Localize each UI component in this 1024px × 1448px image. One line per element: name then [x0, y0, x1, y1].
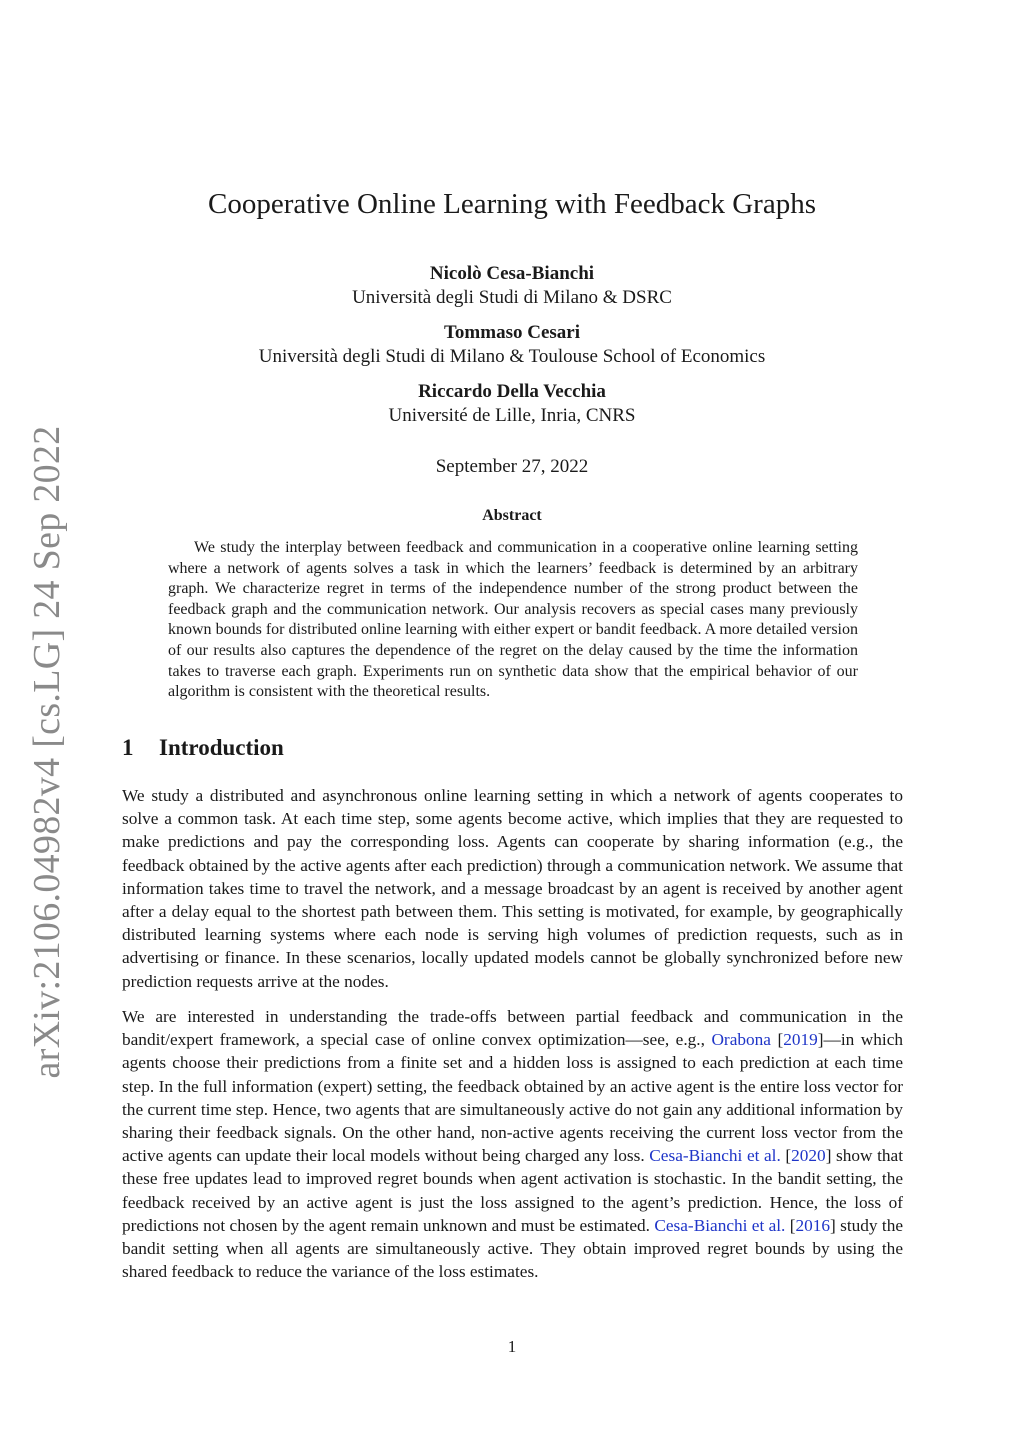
author-name: Nicolò Cesa-Bianchi	[429, 263, 595, 284]
section-number: 1	[122, 735, 134, 760]
citation-link-cesa-bianchi[interactable]: Cesa-Bianchi et al.	[649, 1146, 781, 1166]
author-affiliation: Università degli Studi di Milano & Toulouse School of Economics	[258, 346, 766, 367]
author-name: Riccardo Della Vecchia	[418, 381, 606, 402]
intro-paragraph-1: We study a distributed and asynchronous online learning setting in which a network of agents cooperates to solve a common task. At each time step, some agents become active, which implies that they are requested to make predictions and pay the corresponding loss. Agents can cooperate by sharing information (e.g., the feedback obtained by the active agents after each prediction) through a communication network. We assume that information takes time to travel the network, and a message broadcast by an agent is received by another agent after a delay equal to the shortest path between them. This setting is motivated, for example, by geographically distributed learning systems where each node is serving high volumes of prediction requests, such as in advertising or finance. In these scenarios, locally updated models cannot be globally synchronized before new prediction requests arrive at the nodes.	[122, 786, 903, 991]
paper-title: Cooperative Online Learning with Feedback Graphs	[207, 188, 816, 220]
section-heading	[122, 735, 284, 761]
citation-link-orabona[interactable]: Orabona	[711, 1030, 771, 1050]
citation-year-link[interactable]: 2020	[791, 1146, 826, 1166]
author-entry	[0, 262, 1024, 310]
author-entry	[0, 321, 1024, 369]
author-affiliation: Université de Lille, Inria, CNRS	[388, 405, 636, 426]
paragraph-text: show that these free updates lead to improved regret bounds when agent activation is stochastic. In the bandit setting, the feedback received by an active agent is just the loss assigned to the agent’s prediction. Hence, the loss of predictions not chosen by the agent remain unknown and must be estimated.	[122, 1146, 904, 1235]
citation-year-link[interactable]: 2016	[795, 1215, 831, 1235]
paragraph-text: study the bandit setting when all agents are simultaneously active. They obtain improved regret bounds by using the shared feedback to reduce the variance of the loss estimates.	[122, 1215, 904, 1282]
author-block	[0, 262, 1024, 439]
intro-paragraph-2: We are interested in understanding the trade-offs between partial feedback and communication in the bandit/expert framework, a special case of online convex optimization—see, e.g., Orabona [2019]—in which agents choose their predictions from a finite set and a hidden loss is assigned to each prediction at each time step. In the full information (expert) setting, the feedback obtained by an active agent is the entire loss vector for the current time step. Hence, two agents that are simultaneously active do not gain any additional information by sharing their feedback signals. On the other hand, non-active agents receiving the current loss vector from the active agents can update their local models without being charged any loss. Cesa-Bianchi et al. [2020] show that these free updates lead to improved regret bounds when agent activation is stochastic. In the bandit setting, the feedback received by an active agent is just the loss assigned to the agent’s prediction. Hence, the loss of predictions not chosen by the agent remain unknown and must be estimated. Cesa-Bianchi et al. [2016] study the bandit setting when all agents are simultaneously active. They obtain improved regret bounds by using the shared feedback to reduce the variance of the loss estimates.	[122, 1007, 904, 1282]
paragraph-text: —in which agents choose their predictions from a finite set and a hidden loss is assigned to each prediction at each time step. In the full information (expert) setting, the feedback obtained by an active agent is the entire loss vector for the current time step. Hence, two agents that are simultaneously active do not gain any additional information by sharing their feedback signals. On the other hand, non-active agents receiving the current loss vector from the active agents can update their local models without being charged any loss.	[122, 1030, 904, 1166]
author-affiliation: Università degli Studi di Milano & DSRC	[352, 287, 672, 308]
citation-year-link[interactable]: 2019	[783, 1030, 818, 1050]
citation-link-cesa-bianchi[interactable]: Cesa-Bianchi et al.	[654, 1215, 786, 1235]
author-entry	[0, 380, 1024, 428]
page-number: 1	[507, 1337, 517, 1356]
author-name: Tommaso Cesari	[444, 322, 580, 343]
arxiv-identifier-stamp: arXiv:2106.04982v4 [cs.LG] 24 Sep 2022	[26, 425, 68, 1079]
publication-date: September 27, 2022	[435, 456, 589, 477]
abstract-heading: Abstract	[482, 507, 542, 524]
paragraph-text: We are interested in understanding the trade-offs between partial feedback and communication in the bandit/expert framework, a special case of online convex optimization—see, e.g.,	[122, 1007, 903, 1050]
abstract-text: We study the interplay between feedback and communication in a cooperative online learning setting where a network of agents solves a task in which the learners’ feedback is determined by an arbitrary graph. We characterize regret in terms of the independence number of the strong product between the feedback graph and the communication network. Our analysis recovers as special cases many previously known bounds for distributed online learning with either expert or bandit feedback. A more detailed version of our results also captures the dependence of the regret on the delay caused by the time the information takes to traverse each graph. Experiments run on synthetic data show that the empirical behavior of our algorithm is consistent with the theoretical results.	[168, 539, 858, 701]
section-title: Introduction	[159, 735, 284, 760]
